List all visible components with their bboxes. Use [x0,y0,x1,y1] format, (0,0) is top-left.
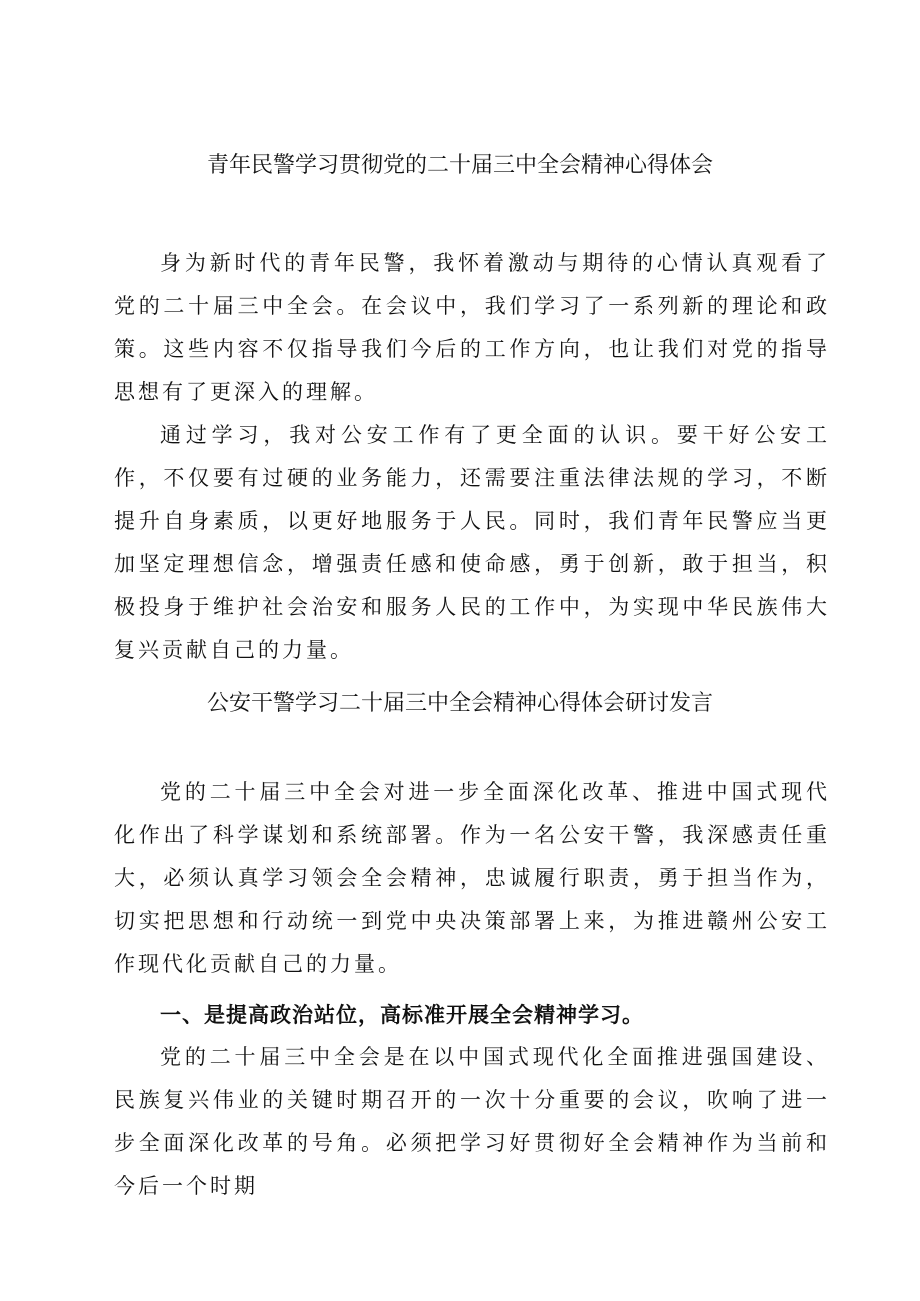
section-heading-1: 一、是提高政治站位，高标准开展全会精神学习。 [160,1003,644,1027]
body-paragraph-2: 通过学习，我对公安工作有了更全面的认识。要干好公安工作，不仅要有过硬的业务能力，还需要注重法律法规的学习，不断提升自身素质，以更好地服务于人民。同时，我们青年民警应当更加坚定理想信念，增强责任感和使命感，勇于创新，敢于担当，积极投身于维护社会治安和服务人民的工作中，为实现中华民族伟大复兴贡献自己的力量。 [114,423,830,662]
body-paragraph-4: 党的二十届三中全会是在以中国式现代化全面推进强国建设、民族复兴伟业的关键时期召开的一次十分重要的会议，吹响了进一步全面深化改革的号角。必须把学习好贯彻好全会精神作为当前和今后一个时期 [114,1045,830,1198]
document-title-1: 青年民警学习贯彻党的二十届三中全会精神心得体会 [206,153,713,178]
body-paragraph-1: 身为新时代的青年民警，我怀着激动与期待的心情认真观看了党的二十届三中全会。在会议中，我们学习了一系列新的理论和政策。这些内容不仅指导我们今后的工作方向，也让我们对党的指导思想有了更深入的理解。 [114,251,830,404]
body-paragraph-3: 党的二十届三中全会对进一步全面深化改革、推进中国式现代化作出了科学谋划和系统部署。作为一名公安干警，我深感责任重大，必须认真学习领会全会精神，忠诚履行职责，勇于担当作为，切实把思想和行动统一到党中央决策部署上来，为推进赣州公安工作现代化贡献自己的力量。 [114,780,830,976]
document-title-2: 公安干警学习二十届三中全会精神心得体会研讨发言 [206,691,713,716]
